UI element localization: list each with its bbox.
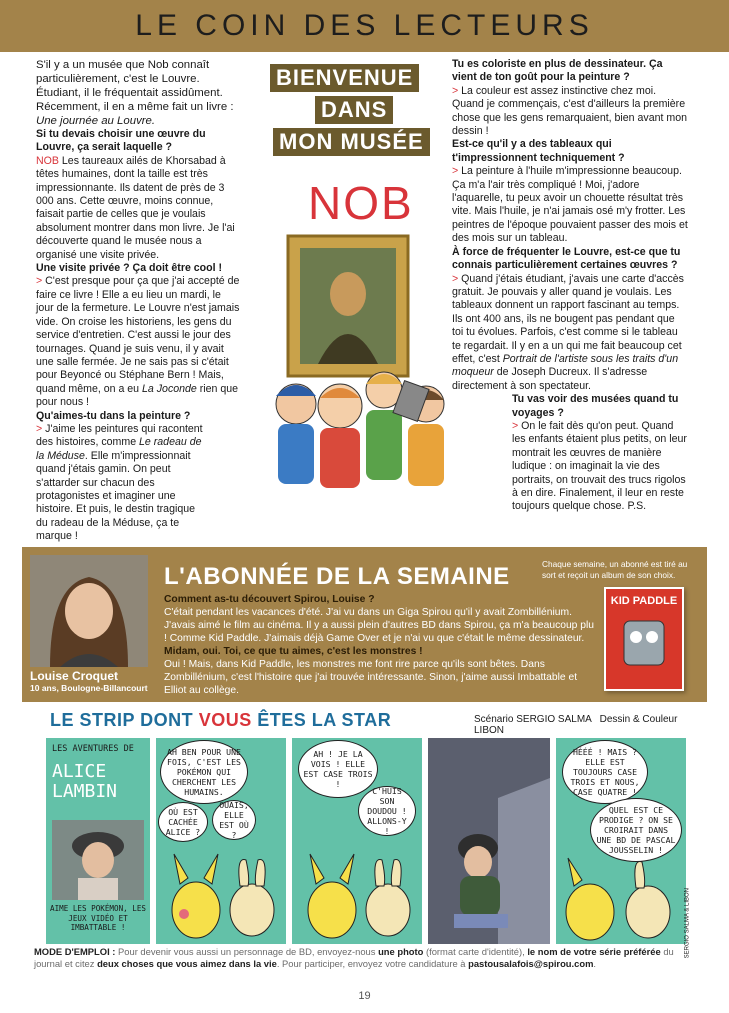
strip-signature: SERGIO SALMA & LIBON: [684, 888, 690, 959]
answer-text: Quand j'étais étudiant, j'avais une carte d'accès gratuit. Je pouvais y aller quand je voulais. Les tableaux donnent un rapport fascinant au temps. Ils ont 400 ans, ils ne bougent pas pendant que toi tu évolues. Parfois, c'est comme si le tableau te regardait. Il y en a un qui me fait beaucoup cet effet, c'est: [452, 272, 684, 365]
kid-body: [320, 428, 360, 488]
answer: [36, 423, 206, 544]
instructions-text: du journal et citez: [34, 946, 674, 969]
instructions-bold: une photo: [378, 946, 424, 957]
answer: Oui ! Mais, dans Kid Paddle, les monstres me font rire parce qu'ils sont bêtes. Dans Zombillénium, c'est l'histoire que j'ai trouvée intéressante. Sinon, j'aime aussi Imbattable et Elliot au collège.: [164, 659, 578, 696]
instructions-text: Pour devenir vous aussi un personnage de BD, envoyez-nous: [115, 946, 379, 957]
subscriber-photo: [30, 555, 148, 667]
strip-title-part: ÊTES LA STAR: [251, 710, 392, 730]
page-number: 19: [358, 990, 371, 1002]
question: Midam, oui. Toi, ce que tu aimes, c'est les monstres !: [164, 646, 423, 657]
answer-marker: >: [36, 422, 46, 435]
intro-text: S'il y a un musée que Nob connaît particulièrement, c'est le Louvre. Étudiant, il le fréquentait assidûment. Récemment, il en a même fait un livre :: [36, 59, 234, 113]
instructions-text: .: [593, 958, 597, 969]
instructions: [34, 946, 699, 970]
kid-body: [408, 424, 444, 486]
answer-text: . Elle m'impressionnait quand j'étais gamin. On peut s'attarder sur chacun des protagonistes et imaginer une histoire. Et puis, le destin tragique du radeau de la Méduse, ça te marque !: [36, 449, 195, 543]
strip-title: [50, 710, 391, 731]
answer-text: de Joseph Ducreux. Il s'adresse directement à son spectateur.: [452, 366, 648, 392]
answer-speaker: NOB: [36, 154, 59, 167]
question: Tu es coloriste en plus de dessinateur. Ça vient de ton goût pour la peinture ?: [452, 58, 663, 84]
answer: [512, 420, 688, 514]
question: À force de fréquenter le Louvre, est-ce que tu connais particulièrement certaines œuvres ?: [452, 245, 681, 272]
book-title: KID PADDLE: [610, 595, 678, 607]
question: Est-ce qu'il y a des tableaux qui t'impressionnent techniquement ?: [452, 138, 625, 164]
question: Comment as-tu découvert Spirou, Louise ?: [164, 594, 375, 605]
answer-text: C'est presque pour ça que j'ai accepté de faire ce livre ! Elle a eu lieu un mardi, le jour de la fermeture. Le Louvre n'est jamais vide. On croise les historiens, les gens du service d'entretien. C'est aussi le jour des tournages. Quand je suis venu, il y avait une salle fermée. Je ne sais pas si c'était pour Beyoncé ou Stéphane Bern ! Mais, quand même, on a eu: [36, 275, 240, 395]
answer-marker: >: [512, 419, 522, 432]
speech-bubble: AH BEN POUR UNE FOIS, C'EST LES POKÉMON QUI CHERCHENT LES HUMAINS.: [160, 740, 248, 804]
speech-bubble: C'HUIS SON DOUDOU ! ALLONS-Y !: [358, 786, 416, 836]
answer-text: J'aime les peintures qui racontent des histoires, comme: [36, 422, 203, 449]
instructions-bold: le nom de votre série préférée: [527, 946, 661, 957]
instructions-bold: deux choses que vous aimez dans la vie: [97, 958, 277, 969]
answer-text: La couleur est assez instinctive chez moi. Quand je commençais, c'est d'ailleurs la première chose que les gens remarquaient, bien avant mon dessin !: [452, 84, 687, 138]
answer: [452, 273, 688, 394]
answer: [36, 275, 240, 409]
pokemon-characters: [556, 858, 686, 944]
subscriber-details: 10 ans, Boulogne-Billancourt: [30, 683, 148, 693]
interview-section: [22, 52, 707, 547]
credit-label: Scénario: [474, 714, 514, 725]
instructions-text: . Pour participer, envoyez votre candidature à: [276, 958, 469, 969]
kid-body: [366, 410, 402, 480]
speech-bubble: QUEL EST CE PRODIGE ? ON SE CROIRAIT DANS UNE BD DE PASCAL JOUSSELIN !: [590, 798, 682, 862]
speech-bubble: OUAIS, ELLE EST OÙ ?: [212, 800, 256, 840]
instructions-label: MODE D'EMPLOI :: [34, 946, 116, 957]
comic-panel-3: [292, 738, 422, 944]
kid-cap: [276, 385, 316, 396]
page-header: [0, 0, 729, 52]
instructions-text: (format carte d'identité),: [423, 946, 528, 957]
author-name: NOB: [308, 177, 414, 229]
answer-text: La peinture à l'huile m'impressionne beaucoup. Ça m'a l'air très compliqué ! Moi, j'adore l'aquarelle, tu peux avoir un chouette résultat très vite. Mais l'huile, je n'ai jamais osé m'y frotter. Les peintres de l'époque pouvaient passer des mois et des mois sur un tableau.: [452, 165, 688, 245]
answer-text: rien que pour nous !: [36, 382, 239, 409]
answer: C'était pendant les vacances d'été. J'ai vu dans un Giga Spirou qu'il y avait Zombillénium. J'avais aimé le film au cinéma. Il y a aussi plein d'autres BD dans Spirou, ça m'a beaucoup plu ! Comme Kid Paddle. J'aimais déjà Game Over et je n'ai vu que c'était le même dessinateur.: [164, 607, 595, 644]
hero-caption: AIME LES POKÉMON, LES JEUX VIDÉO ET IMBATTABLE !: [50, 904, 147, 932]
question: Qu'aimes-tu dans la peinture ?: [36, 409, 191, 422]
answer-marker: >: [36, 275, 46, 288]
answer-text: On le fait dès qu'on peut. Quand les enfants étaient plus petits, on leur montrait les œuvres de manière ludique : on imaginait la vie des portraits, on trouvait des trucs rigolos à en dire. Finalement, il leur en reste toujours quelque chose.: [512, 419, 687, 513]
question: Tu vas voir des musées quand tu voyages ?: [512, 393, 679, 419]
credit-name: SERGIO SALMA: [516, 714, 592, 725]
credit-label: Dessin & Couleur: [599, 714, 678, 725]
interview-left-column: [36, 58, 240, 544]
intro: [36, 58, 240, 128]
mona-lisa-face: [330, 272, 366, 316]
pokemon-characters: [292, 848, 422, 944]
strip-credits: [474, 714, 707, 736]
speech-bubble: AH ! JE LA VOIS ! ELLE EST CASE TROIS !: [298, 740, 378, 798]
question: Une visite privée ? Ça doit être cool !: [36, 262, 223, 275]
portrait-image: [30, 555, 148, 667]
subscriber-section: [22, 547, 707, 702]
interview-right-column: [452, 58, 688, 514]
pokemon-characters: [156, 848, 286, 944]
speech-bubble: OÙ EST CACHÉE ALICE ?: [158, 802, 208, 842]
signature: P.S.: [627, 500, 647, 513]
credit-name: LIBON: [474, 725, 505, 736]
question: Si tu devais choisir une œuvre du Louvre, ça serait laquelle ?: [36, 128, 206, 154]
intro-book-title: Une journée au Louvre.: [36, 115, 156, 127]
page-title: LE COIN DES LECTEURS: [135, 9, 594, 42]
answer-text: Les taureaux ailés de Khorsabad à têtes humaines, dont la taille est très impressionnante. Ils datent de près de 3 000 ans. Cette œuvre, moins connue, faisait partie de celles que je voulais absolument montrer dans mon livre. Je l'ai découverte quand le musée nous a organisé une visite privée.: [36, 154, 235, 261]
speech-bubble: HÉÉÉ ! MAIS ? ELLE EST TOUJOURS CASE TROIS ET NOUS, CASE QUATRE !: [562, 740, 648, 804]
answer-italic: Le radeau de la Méduse: [36, 436, 202, 462]
louvre-illustration: [248, 234, 464, 504]
hero-photo: [52, 820, 144, 900]
subscriber-title: L'ABONNÉE DE LA SEMAINE: [164, 563, 510, 590]
prize-book-cover: [604, 587, 684, 691]
hero-gaming-scene: [428, 738, 550, 944]
answer: [36, 155, 240, 262]
contact-email[interactable]: pastousalafois@spirou.com: [468, 958, 594, 969]
answer: [452, 165, 688, 245]
answer: [452, 85, 688, 139]
strip-title-part: LE STRIP DONT: [50, 710, 199, 730]
tag-line-3: MON MUSÉE: [273, 128, 430, 156]
answer-italic: Portrait de l'artiste sous les traits d'un moqueur: [452, 352, 679, 379]
answer-marker: >: [452, 165, 462, 178]
tag-line-2: DANS: [315, 96, 393, 124]
strip-title-highlight: VOUS: [198, 710, 252, 730]
comic-panel-4: [428, 738, 550, 944]
answer-marker: >: [452, 84, 462, 97]
answer-marker: >: [452, 272, 462, 285]
subscriber-intro: Chaque semaine, un abonné est tiré au sort et reçoit un album de son choix.: [542, 559, 688, 580]
comic-panel-1: [46, 738, 150, 944]
subscriber-name: Louise Croquet: [30, 669, 119, 683]
answer-italic: La Joconde: [142, 382, 197, 395]
tag-line-1: BIENVENUE: [270, 64, 419, 92]
book-illustration: [606, 607, 682, 677]
hero-name: ALICE LAMBIN: [52, 761, 118, 802]
comic-panel-2: [156, 738, 286, 944]
comic-strip-section: [22, 702, 707, 965]
subscriber-interview: [164, 593, 594, 697]
kid-body: [278, 424, 314, 484]
panel-title: LES AVENTURES DE: [52, 744, 134, 754]
subscriber-name-block: [30, 669, 160, 693]
